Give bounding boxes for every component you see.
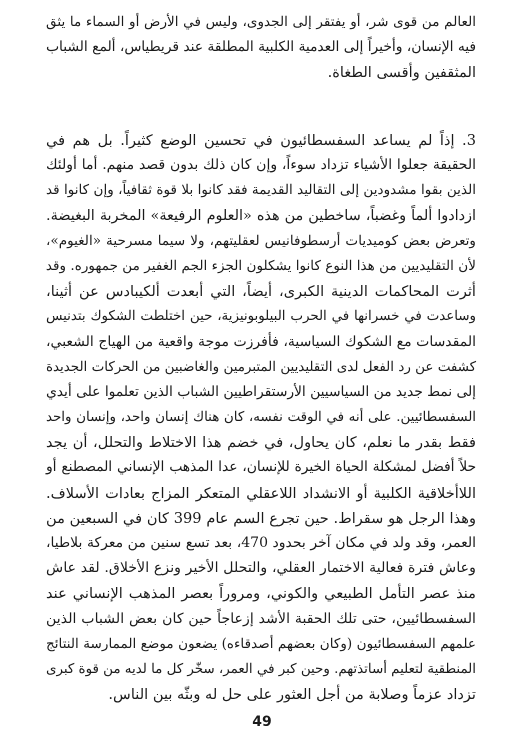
text-line: وساعدت في خسرانها في الحرب البيلوبونيزية، حين اختلطت الشكوك بتدنيس bbox=[46, 309, 476, 325]
text-line: الذين بقوا مشدودين إلى التقاليد القديمة فقد كانوا بلا قوة ثقافياً، وإن كانوا قد bbox=[46, 182, 476, 199]
text-line: تزداد عزماً وصلابة من أجل العثور على حل له وبثّه بين الناس. bbox=[108, 686, 476, 704]
text-line: علمهم السفسطائيون (وكان بعضهم أصدقاءه) يضعون موضع الممارسة النتائج bbox=[46, 635, 476, 652]
text-line: اللاأخلاقية الكلبية أو الانشداد اللاعقلي المتعكر المزاج بعادات الأسلاف. bbox=[46, 484, 476, 502]
text-line: منذ عصر التأمل الطبيعي والكوني، ومروراً بعصر المذهب الإنساني عند bbox=[46, 585, 476, 603]
text-line: 3. إذاً لم يساعد السفسطائيون في تحسين الوضع كثيراً. بل هم في bbox=[46, 132, 476, 149]
text-line: المثقفين وأقسى الطغاة. bbox=[327, 64, 476, 82]
text-line: وهذا الرجل هو سقراط. حين تجرع السم عام 399 كان في السبعين من bbox=[46, 509, 477, 527]
text-line: حلاً أفضل لمشكلة الحياة الخيرة للإنسان، عدا المذهب الإنساني المصطنع أو bbox=[46, 459, 476, 476]
text-line: السفسطائيين، حتى تلك الحقبة الأشد إزعاجاً حين كان بعض الشباب الذين bbox=[46, 610, 476, 627]
text-line: المقدسات مع الشكوك السياسية، فأفرزت موجة واقعية من الهياج الشعبي، bbox=[46, 333, 476, 350]
text-line: أثرت المحاكمات الدينية الكبرى، أيضاً، التي أبعدت ألكيبادس عن أثينا، bbox=[46, 283, 476, 301]
text-line: ازدادوا ألماً وغضباً، ساخطين من هذه «العلوم الرفيعة» المخربة البغيضة. bbox=[46, 207, 476, 224]
text-line: الحقيقة جعلوا الأشياء تزداد سوءاً، وإن كان ذلك بدون قصد منهم. أما أولئك bbox=[46, 157, 476, 174]
page-number: 49 bbox=[252, 714, 272, 730]
paragraph-2 bbox=[46, 128, 476, 707]
text-line: وتعرض بعض كوميديات أرسطوفانيس لعقليتهم، ولا سيما مسرحية «الغيوم»، bbox=[46, 232, 476, 249]
text-line: لأن التقليديين من هذا النوع كانوا يشكلون الجزء الجم الغفير من جمهوره. وقد bbox=[45, 257, 476, 274]
text-line: المنطقية لتعليم أساتذتهم. وحين كبر في العمر، سخّر كل ما لديه من قوة كبرى bbox=[46, 661, 476, 677]
paragraph-1 bbox=[46, 10, 476, 86]
text-line: السفسطائيين. على أنه في الوقت نفسه، كان هناك إنسان واحد، وإنسان واحد bbox=[46, 410, 476, 426]
text-line: إلى نمط جديد من السياسيين الأرستقراطيين الشباب الذين تعلموا على أيدي bbox=[46, 383, 476, 400]
text-line: فقط بقدر ما نعلم، كان يحاول، في خضم هذا الاختلاط والتحلل، أن يجد bbox=[46, 434, 476, 452]
text-line: العمر، وقد ولد في مكان آخر بحدود 470، بعد تسع سنين من معركة بلاطيا، bbox=[46, 535, 476, 551]
text-line: العالم من قوى شر، أو يفتقر إلى الجدوى، وليس في الأرض أو السماء ما يثق bbox=[46, 14, 476, 30]
text-line: كشفت عن رد الفعل لدى التقليديين المتبرمين والغاضبين من الحركات الجديدة bbox=[46, 359, 476, 375]
text-line: فيه الإنسان، وأخيراً إلى العدمية الكلبية المطلقة عند قريطياس، ألمع الشباب bbox=[46, 39, 476, 56]
text-line: وعاش فترة فعالية الاختمار العقلي، والتحلل الأخير ونزع الأخلاق. لقد عاش bbox=[46, 560, 476, 577]
